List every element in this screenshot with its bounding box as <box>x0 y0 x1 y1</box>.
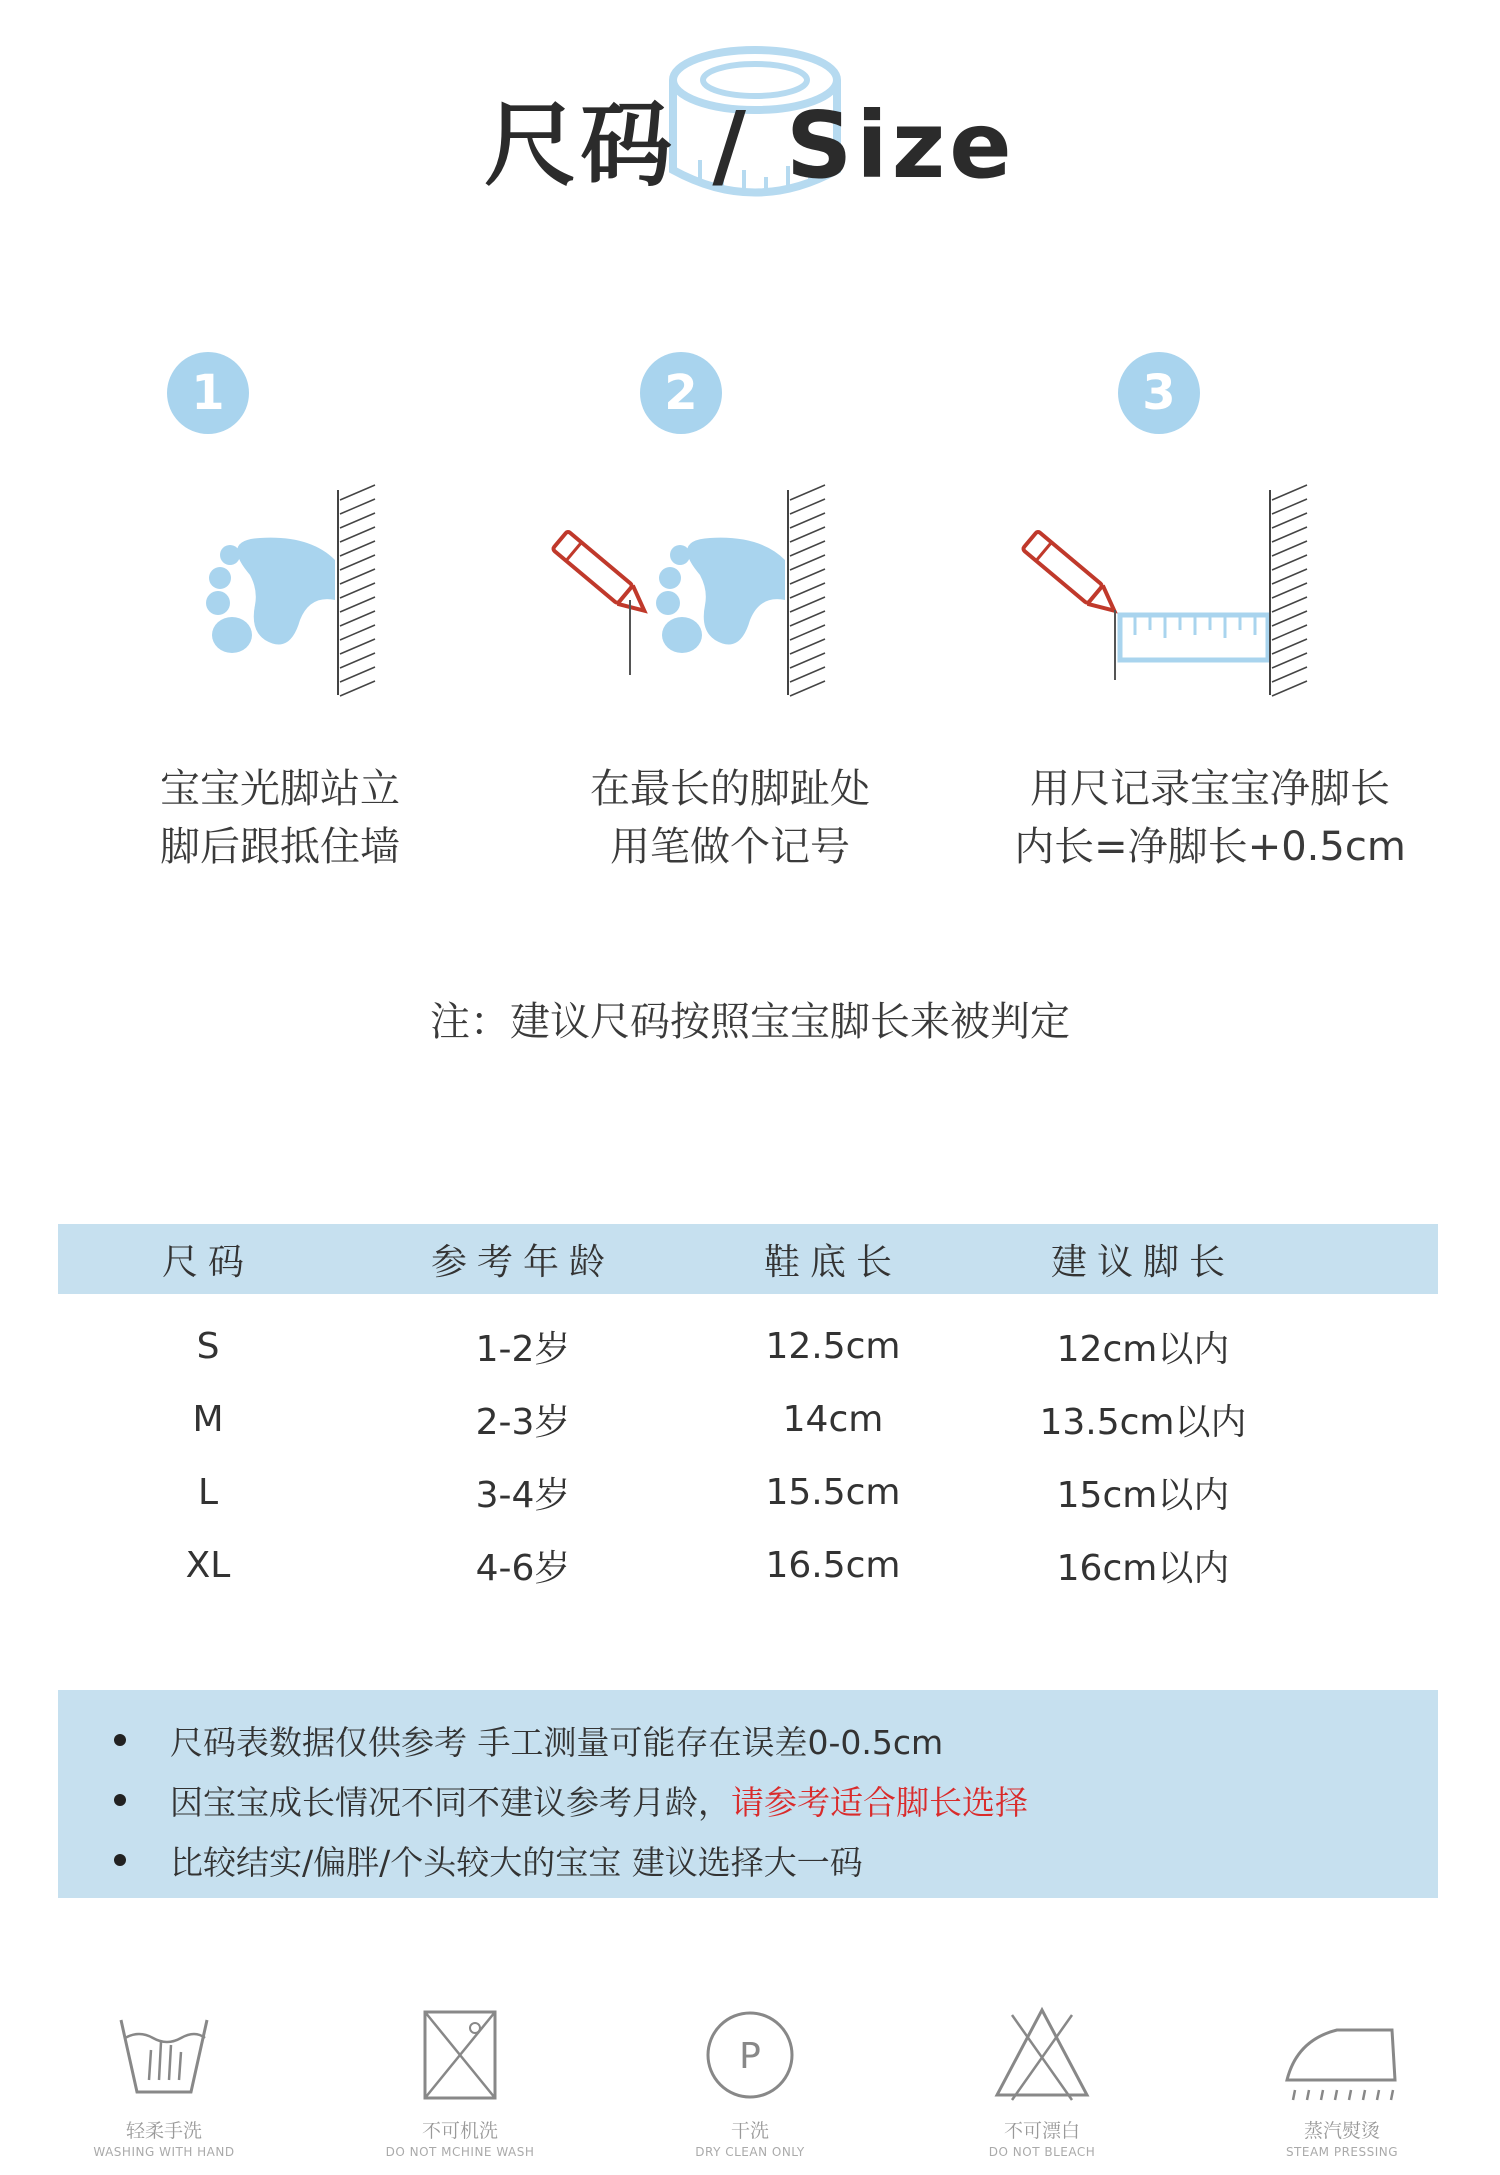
table-row <box>58 1383 1438 1456</box>
care-label-en: DRY CLEAN ONLY <box>695 2145 805 2159</box>
no-bleach-icon <box>987 2000 1097 2110</box>
step-2 <box>490 340 970 900</box>
hand-wash-icon <box>109 2000 219 2110</box>
care-instructions <box>0 2000 1500 2175</box>
table-row <box>58 1310 1438 1383</box>
cell-sole-length: 12.5cm <box>765 1326 901 1367</box>
cell-size: S <box>196 1326 220 1367</box>
care-item-steam-iron <box>1232 2000 1452 2175</box>
cell-sole-length: 14cm <box>782 1399 884 1440</box>
care-item-hand-wash <box>54 2000 274 2175</box>
no-machine-wash-icon <box>405 2000 515 2110</box>
size-tips <box>58 1690 1438 1898</box>
tip-item <box>168 1770 1438 1830</box>
step-caption <box>490 760 970 876</box>
step-number-badge: 2 <box>640 352 722 434</box>
table-header <box>58 1224 1438 1294</box>
care-item-no-machine-wash <box>350 2000 570 2175</box>
tip-highlight: 请参考适合脚长选择 <box>731 1782 1028 1822</box>
bullet-icon <box>114 1734 126 1746</box>
table-body <box>58 1294 1438 1602</box>
cell-foot-length: 15cm以内 <box>1056 1475 1230 1516</box>
cell-size: L <box>197 1472 219 1513</box>
tip-text: 尺码表数据仅供参考 手工测量可能存在误差0-0.5cm <box>170 1722 944 1762</box>
step-caption <box>40 760 520 876</box>
bullet-icon <box>114 1794 126 1806</box>
care-item-dry-clean <box>640 2000 860 2175</box>
cell-size: M <box>192 1399 224 1440</box>
step-caption <box>970 760 1450 876</box>
ruler-measure-icon <box>1010 480 1330 710</box>
page-title: 尺码 / Size <box>484 92 1016 199</box>
tip-item <box>168 1710 1438 1770</box>
cell-sole-length: 15.5cm <box>765 1472 901 1513</box>
care-label-cn: 蒸汽熨烫 <box>1303 2120 1380 2142</box>
dry-clean-icon <box>695 2000 805 2110</box>
step-3 <box>970 340 1450 900</box>
cell-age: 3-4岁 <box>475 1475 571 1516</box>
foot-against-wall-icon <box>160 480 420 710</box>
cell-foot-length: 13.5cm以内 <box>1039 1402 1247 1443</box>
pencil-mark-toe-icon <box>530 480 890 710</box>
caption-line-2: 内长=净脚长+0.5cm <box>1014 824 1406 870</box>
step-number-badge: 3 <box>1118 352 1200 434</box>
table-row <box>58 1456 1438 1529</box>
header-foot-length: 建议脚长 <box>1050 1241 1235 1283</box>
header-size: 尺码 <box>161 1241 254 1283</box>
caption-line-1: 用尺记录宝宝净脚长 <box>1030 766 1390 812</box>
measure-steps <box>0 340 1500 900</box>
table-row <box>58 1529 1438 1602</box>
care-label-en: STEAM PRESSING <box>1285 2145 1399 2159</box>
care-label-en: DO NOT MCHINE WASH <box>385 2145 535 2159</box>
care-label-en: WASHING WITH HAND <box>93 2145 235 2159</box>
cell-size: XL <box>185 1545 231 1586</box>
cell-age: 2-3岁 <box>475 1402 571 1443</box>
caption-line-2: 用笔做个记号 <box>610 824 850 870</box>
cell-foot-length: 12cm以内 <box>1056 1329 1230 1370</box>
tip-text: 因宝宝成长情况不同不建议参考月龄， <box>170 1782 731 1822</box>
svg-text:P: P <box>739 2036 761 2077</box>
care-label-en: DO NOT BLEACH <box>988 2145 1096 2159</box>
tip-text: 比较结实/偏胖/个头较大的宝宝 建议选择大一码 <box>170 1842 863 1882</box>
size-note: 注：建议尺码按照宝宝脚长来被判定 <box>430 999 1070 1045</box>
step-number-badge: 1 <box>167 352 249 434</box>
bullet-icon <box>114 1854 126 1866</box>
page-header <box>0 30 1500 220</box>
step-1 <box>40 340 520 900</box>
cell-age: 1-2岁 <box>475 1329 571 1370</box>
care-label-cn: 轻柔手洗 <box>125 2120 202 2142</box>
care-label-cn: 不可漂白 <box>1003 2120 1080 2142</box>
cell-foot-length: 16cm以内 <box>1056 1548 1230 1589</box>
caption-line-1: 在最长的脚趾处 <box>590 766 870 812</box>
care-label-cn: 不可机洗 <box>421 2120 498 2142</box>
care-item-no-bleach <box>932 2000 1152 2175</box>
size-table <box>58 1224 1438 1602</box>
caption-line-1: 宝宝光脚站立 <box>160 766 400 812</box>
care-label-cn: 干洗 <box>730 2120 769 2142</box>
tip-item <box>168 1830 1438 1890</box>
header-age: 参考年龄 <box>430 1241 615 1283</box>
cell-age: 4-6岁 <box>475 1548 571 1589</box>
cell-sole-length: 16.5cm <box>765 1545 901 1586</box>
steam-iron-icon <box>1277 2000 1407 2110</box>
caption-line-2: 脚后跟抵住墙 <box>160 824 400 870</box>
header-sole-length: 鞋底长 <box>763 1241 902 1283</box>
